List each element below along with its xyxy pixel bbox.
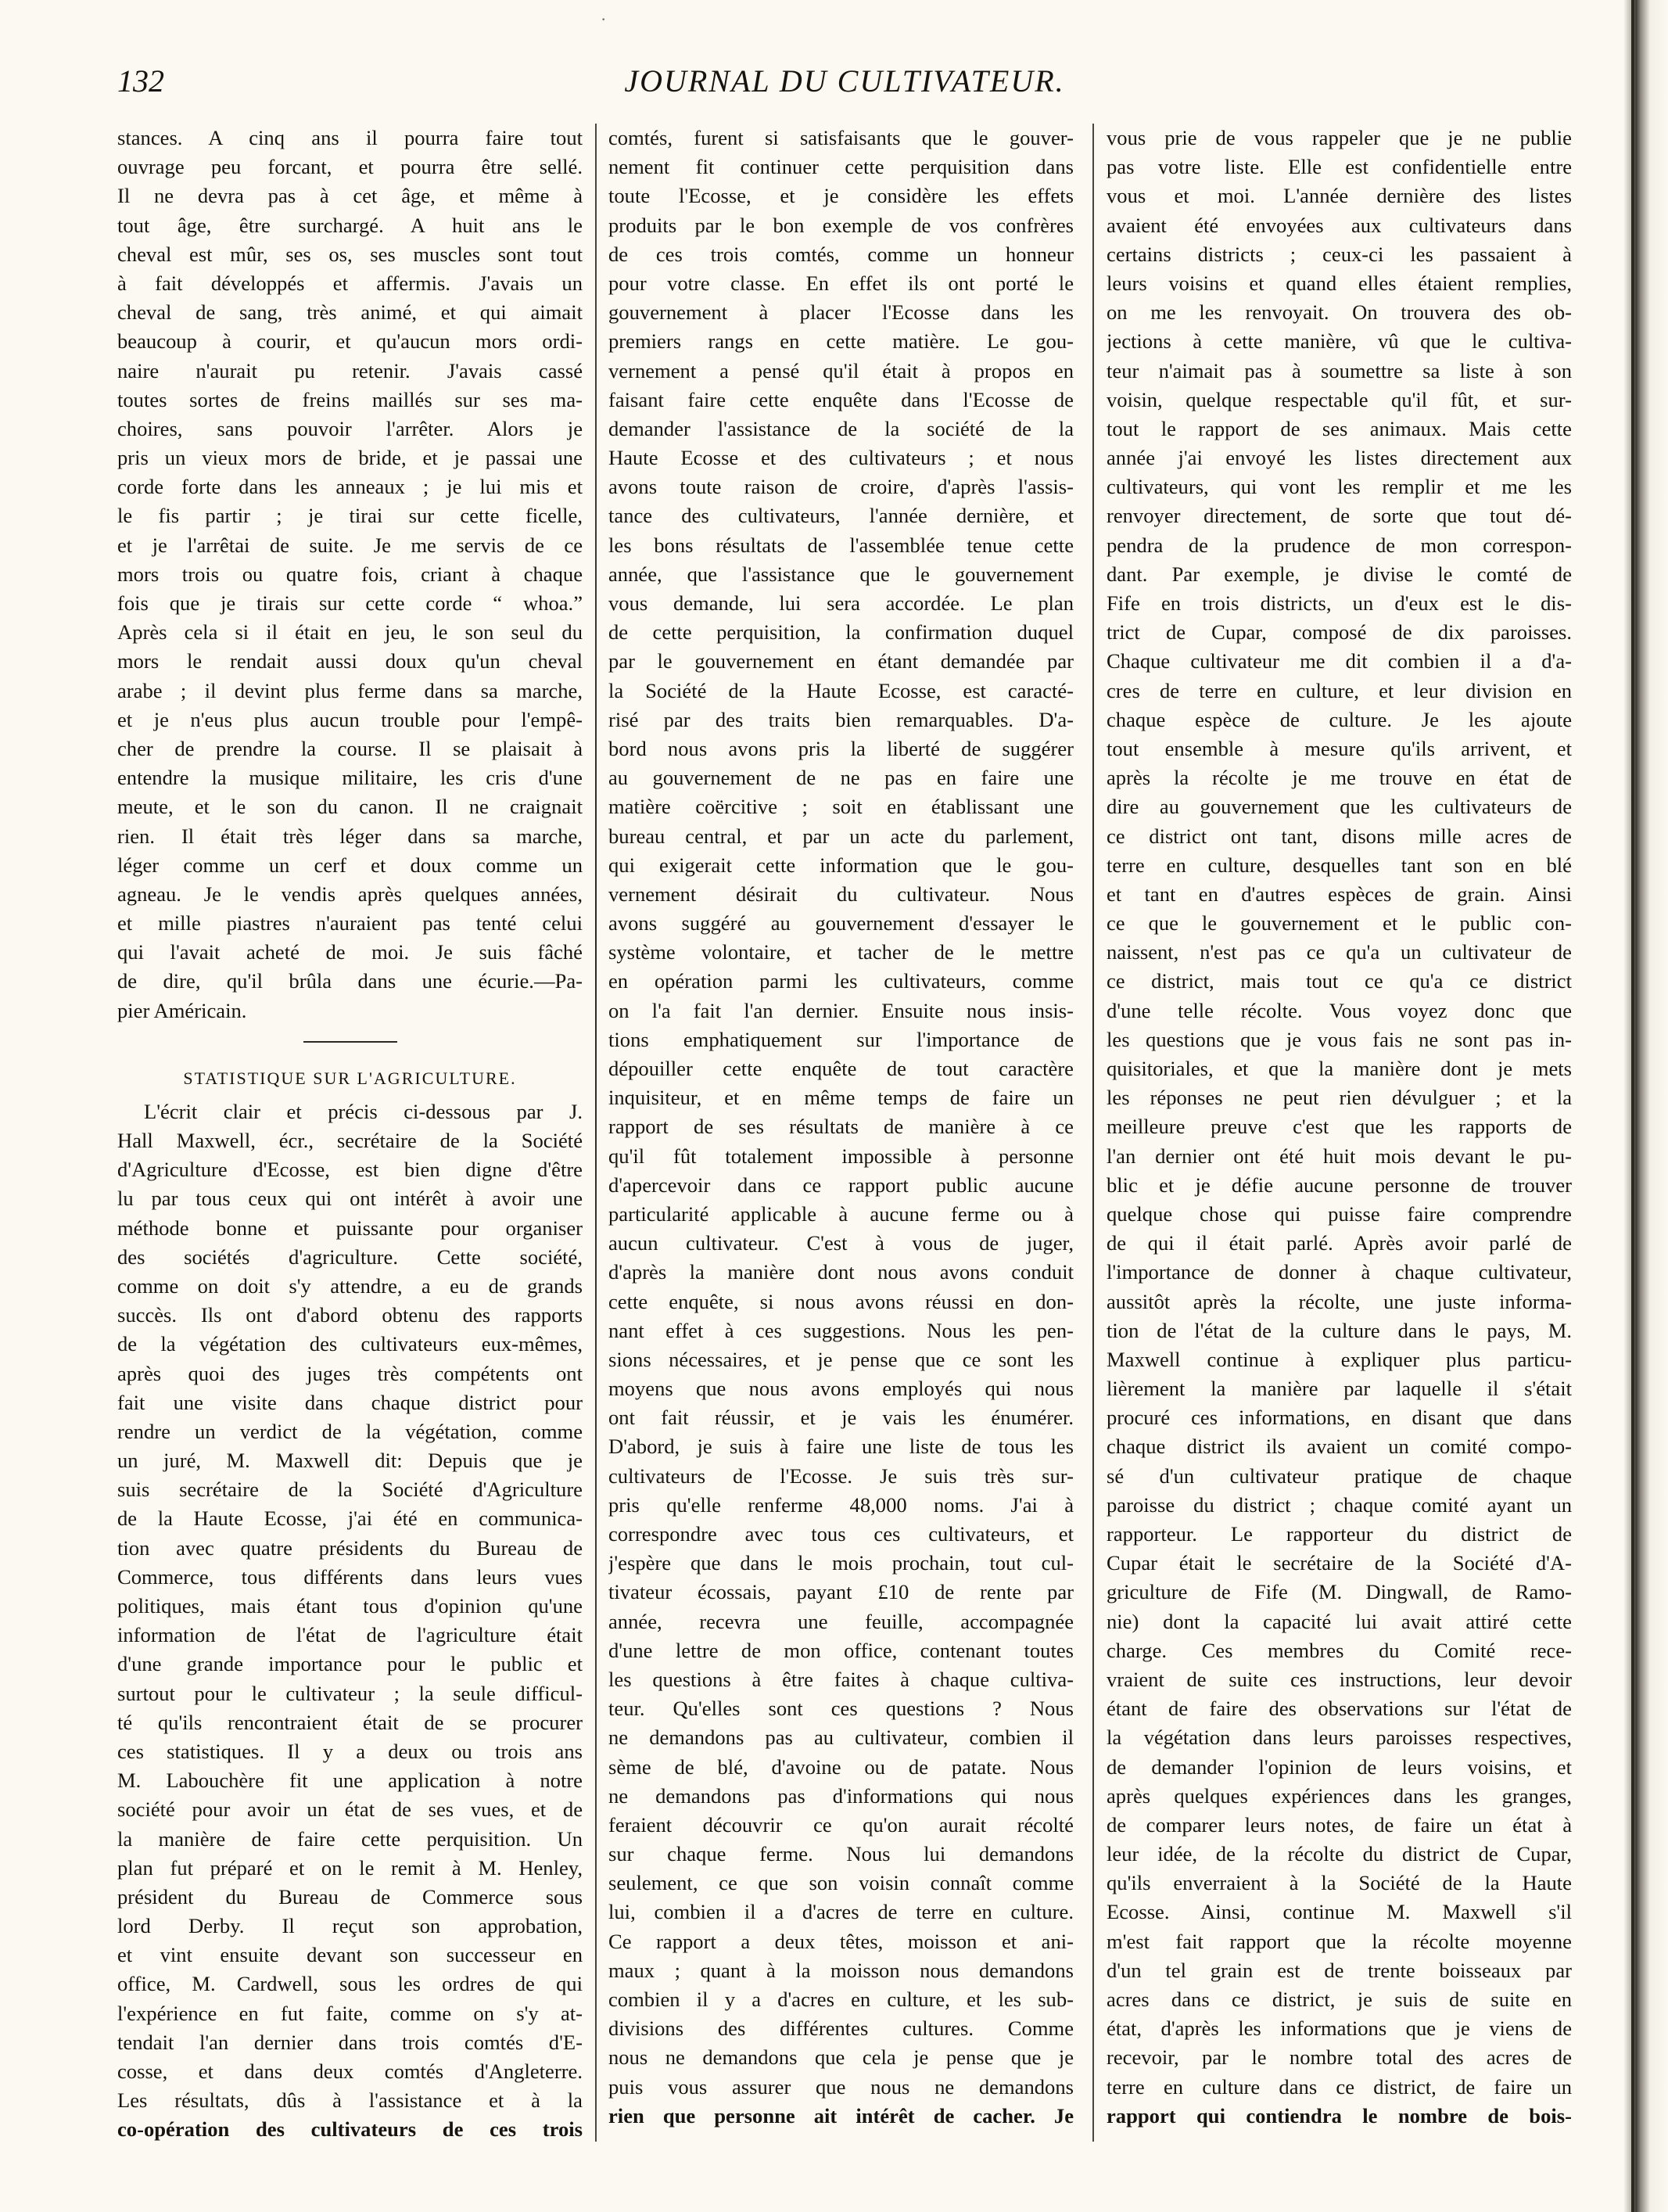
text-line: cher de prendre la course. Il se plaisait à [117,736,583,760]
text-line: cette enquête, si nous avons réussi en don- [608,1289,1074,1313]
text-line: ce district ont tant, disons mille acres de [1107,824,1572,848]
text-line: divisions des différentes cultures. Comme [608,2016,1074,2041]
text-line: les bons résultats de l'assemblée tenue cette [608,533,1074,557]
section-heading: STATISTIQUE SUR L'AGRICULTURE. [183,1068,517,1088]
text-line: tion avec quatre présidents du Bureau de [117,1535,583,1560]
text-line: pris un vieux mors de bride, et je passai une [117,446,583,470]
text-line: vous prie de vous rappeler que je ne publie [1107,126,1572,149]
text-line: étant de faire des observations sur l'état de [1107,1697,1572,1721]
text-line: griculture de Fife (M. Dingwall, de Ramo- [1107,1580,1572,1604]
text-line: moyens que nous avons employés qui nous [608,1377,1074,1401]
text-line: nant effet à ces suggestions. Nous les pen- [608,1318,1074,1342]
text-line: état, d'après les informations que je viens de [1107,2016,1572,2041]
text-line: méthode bonne et puissante pour organiser [117,1216,583,1240]
text-line: stances. A cinq ans il pourra faire tout [117,126,583,149]
text-line: chaque espèce de culture. Je les ajoute [1107,707,1572,731]
text-line: pas votre liste. Elle est confidentielle entre [1107,155,1572,179]
text-line: beaucoup à courir, et qu'aucun mors ordi- [117,329,583,354]
text-line: corde forte dans les anneaux ; je lui mis et [117,475,583,499]
text-line: dire au gouvernement que les cultivateurs de [1107,795,1572,819]
text-line: maux ; quant à la moisson nous demandons [608,1958,1074,1982]
text-line: vous et moi. L'année dernière des listes [1107,184,1572,208]
text-line: cres de terre en culture, et leur division en [1107,678,1572,702]
column-rule [595,124,597,2142]
text-line: cultivateurs de l'Ecosse. Je suis très sur- [608,1463,1074,1488]
text-line: la Société de la Haute Ecosse, est caracté- [608,678,1074,702]
text-line: tivateur écossais, payant £10 de rente par [608,1580,1074,1604]
scan-edge-line [1631,0,1634,2212]
text-line: lui, combien il a d'acres de terre en culture. [608,1900,1074,1924]
text-line: toutes sortes de freins maillés sur ses ma- [117,387,583,411]
text-line: en opération parmi les cultivateurs, comme [608,969,1074,993]
text-line: l'importance de donner à chaque cultivateur, [1107,1260,1572,1284]
text-line: vraient de suite ces instructions, leur devoir [1107,1667,1572,1691]
text-line: les questions que je vous fais ne sont pas in- [1107,1027,1572,1051]
text-line: blic et je défie aucune personne de trouver [1107,1172,1572,1197]
text-line: particularité applicable à aucune ferme ou à [608,1201,1074,1226]
text-line: avons toute raison de croire, d'après l'assis- [608,475,1074,499]
column-2 [608,124,1074,2142]
text-line: et vint ensuite devant son successeur en [117,1943,583,1967]
text-line: information de l'état de l'agriculture était [117,1623,583,1647]
text-line: Chaque cultivateur me dit combien il a d'a- [1107,649,1572,673]
text-line: pris qu'elle renferme 48,000 noms. J'ai à [608,1492,1074,1517]
text-line: Maxwell continue à expliquer plus particu- [1107,1347,1572,1371]
text-line: co-opération des cultivateurs de ces trois [117,2117,583,2142]
text-line: charge. Ces membres du Comité rece- [1107,1638,1572,1662]
text-line: les réponses ne peut rien dévulguer ; et la [1107,1086,1572,1110]
text-line: ne demandons pas d'informations qui nous [608,1783,1074,1808]
text-line: d'une telle récolte. Vous voyez donc que [1107,998,1572,1022]
text-line: de comparer leurs notes, de faire un état à [1107,1812,1572,1837]
text-line: pendra de la prudence de mon correspon- [1107,533,1572,557]
text-line: tance des cultivateurs, l'année dernière, et [608,504,1074,528]
text-line: naissent, n'est pas ce qu'a un cultivateur de [1107,940,1572,964]
text-line: certains districts ; ceux-ci les passaient à [1107,242,1572,266]
text-line: d'une lettre de mon office, contenant toutes [608,1638,1074,1662]
text-line: matière coërcitive ; soit en établissant une [608,795,1074,819]
text-line: toute l'Ecosse, et je considère les effets [608,184,1074,208]
text-line: comme on doit s'y attendre, a eu de grands [117,1273,583,1298]
text-line: et je l'arrêtai de suite. Je me servis de ce [117,533,583,557]
text-line: leurs voisins et quand elles étaient remplies, [1107,271,1572,295]
text-line: de demander l'opinion de leurs voisins, et [1107,1754,1572,1779]
text-line: quisitoriales, et que la manière dont je mets [1107,1057,1572,1080]
text-line: rien. Il était très léger dans sa marche, [117,824,583,848]
text-line: vous demande, lui sera accordée. Le plan [608,591,1074,615]
text-line: bureau central, et par un acte du parlement, [608,824,1074,848]
text-line: terre en culture dans ce district, de faire un [1107,2074,1572,2099]
text-line: qu'ils enverraient à la Société de la Haute [1107,1871,1572,1895]
text-line: voisin, quelque respectable qu'il fût, et sur- [1107,387,1572,411]
column-rule [1092,124,1094,2142]
text-line: Hall Maxwell, écr., secrétaire de la Société [117,1129,583,1152]
text-line: rien que personne ait intérêt de cacher. Je [608,2103,1074,2128]
text-line: inquisiteur, et en même temps de faire un [608,1086,1074,1110]
text-line: rapport qui contiendra le nombre de bois- [1107,2103,1572,2128]
text-line: quelque chose qui puisse faire comprendre [1107,1201,1572,1226]
text-line: ont fait réussir, et je vais les énumérer. [608,1406,1074,1430]
text-line: qui exigerait cette information que le gou- [608,853,1074,877]
text-line: procuré ces informations, en disant que dans [1107,1406,1572,1430]
scan-speck: · [601,9,607,29]
text-line: avaient été envoyées aux cultivateurs dans [1107,213,1572,237]
text-line: ne demandons pas au cultivateur, combien il [608,1725,1074,1750]
text-line: société pour avoir un état de ses vues, et de [117,1797,583,1822]
text-line: rapport de ses résultats de manière à ce [608,1115,1074,1139]
text-line: de la végétation des cultivateurs eux-mêmes, [117,1332,583,1356]
text-line: arabe ; il devint plus ferme dans sa marche, [117,678,583,702]
text-line: jections à cette manière, vû que le cultiva- [1107,329,1572,354]
text-line: renvoyer directement, de sorte que tout dé- [1107,504,1572,528]
text-line: Les résultats, dûs à l'assistance et à la [117,2088,583,2113]
text-line: on l'a fait l'an dernier. Ensuite nous insis- [608,998,1074,1022]
text-line: recevoir, par le nombre total des acres de [1107,2045,1572,2070]
text-line: on me les renvoyait. On trouvera des ob- [1107,300,1572,325]
text-line: Ecosse. Ainsi, continue M. Maxwell s'il [1107,1900,1572,1924]
text-line: qu'il fût totalement impossible à personne [608,1144,1074,1168]
text-columns [117,124,1572,2142]
text-line: et tant en d'autres espèces de grain. Ainsi [1107,882,1572,906]
text-line: année j'ai envoyé les listes directement aux [1107,446,1572,470]
text-line: tout le rapport de ses animaux. Mais cette [1107,416,1572,440]
text-line: Commerce, tous différents dans leurs vues [117,1564,583,1589]
text-line: paroisse du district ; chaque comité ayant un [1107,1492,1572,1517]
text-line: de cette perquisition, la confirmation duquel [608,620,1074,645]
text-line: seulement, ce que son voisin connaît comme [608,1871,1074,1895]
text-line: té qu'ils rencontraient était de se procurer [117,1710,583,1734]
text-line: succès. Ils ont d'abord obtenu des rapports [117,1303,583,1327]
text-line: cosse, et dans deux comtés d'Angleterre. [117,2059,583,2083]
text-line: Il ne devra pas à cet âge, et même à [117,184,583,208]
text-line: sé d'un cultivateur pratique de chaque [1107,1463,1572,1488]
text-line: suis secrétaire de la Société d'Agriculture [117,1478,583,1502]
text-line: choires, sans pouvoir l'arrêter. Alors je [117,416,583,440]
text-line: surtout pour le cultivateur ; la seule difficul- [117,1681,583,1705]
text-line: demander l'assistance de la société de la [608,416,1074,440]
text-line: fois que je tirais sur cette corde “ whoa.” [117,591,583,615]
text-line: Ce rapport a deux têtes, moisson et ani- [608,1929,1074,1953]
text-line: bord nous avons pris la liberté de suggérer [608,736,1074,760]
text-line: L'écrit clair et précis ci-dessous par J. [144,1099,583,1123]
page-header [117,63,1572,110]
text-line: les questions à être faites à chaque cultiva- [608,1667,1074,1691]
text-line: acres dans ce district, je suis de suite en [1107,1988,1572,2011]
text-line: office, M. Cardwell, sous les ordres de qui [117,1972,583,1996]
text-line: Cupar était le secrétaire de la Société d'A- [1107,1551,1572,1575]
text-line: plan fut préparé et on le remit à M. Henley, [117,1855,583,1880]
text-line: à fait développés et affermis. J'avais un [117,271,583,295]
text-line: meute, et le son du canon. Il ne craignait [117,795,583,819]
text-line: dant. Par exemple, je divise le comté de [1107,562,1572,586]
text-line: ce que le gouvernement et le public con- [1107,911,1572,935]
text-line: avons suggéré au gouvernement d'essayer le [608,911,1074,935]
text-line: nous ne demandons que cela je pense que je [608,2045,1074,2070]
text-line: cheval est mûr, ses os, ses muscles sont tout [117,242,583,266]
text-line: système volontaire, et tacher de le mettre [608,940,1074,964]
text-line: et mille piastres n'auraient pas tenté celui [117,911,583,935]
running-title: JOURNAL DU CULTIVATEUR. [624,63,1065,99]
text-line: le fis partir ; je tirai sur cette ficelle, [117,504,583,528]
text-line: naire n'aurait pu retenir. J'avais cassé [117,358,583,382]
text-line: teur n'aimait pas à soumettre sa liste à son [1107,358,1572,382]
text-line: l'expérience en fut faite, comme on s'y at- [117,2001,583,2025]
text-line: au gouvernement de ne pas en faire une [608,766,1074,790]
text-line: D'abord, je suis à faire une liste de tous les [608,1435,1074,1459]
text-line: après la récolte je me trouve en état de [1107,766,1572,790]
text-line: leur idée, de la récolte du district de Cupar, [1107,1842,1572,1866]
text-line: par le gouvernement en étant demandée par [608,649,1074,673]
text-line: président du Bureau de Commerce sous [117,1884,583,1909]
text-line: tout ensemble à mesure qu'ils arrivent, et [1107,736,1572,760]
text-line: Haute Ecosse et des cultivateurs ; et nous [608,446,1074,470]
text-line: d'un tel grain est de trente boisseaux par [1107,1958,1572,1982]
text-line: nie) dont la capacité lui avait attiré cette [1107,1609,1572,1633]
text-line: et je n'eus plus aucun trouble pour l'empê- [117,707,583,731]
text-line: sème de blé, d'avoine ou de patate. Nous [608,1754,1074,1779]
text-line: aucun cultivateur. C'est à vous de juger, [608,1231,1074,1255]
text-line: chaque district ils avaient un comité compo- [1107,1435,1572,1459]
text-line: tion de l'état de la culture dans le pays, M. [1107,1318,1572,1342]
text-line: fait une visite dans chaque district pour [117,1390,583,1414]
text-line: après quelques expériences dans les granges, [1107,1783,1572,1808]
text-line: d'apercevoir dans ce rapport public aucune [608,1172,1074,1197]
section-separator [303,1041,397,1043]
text-line: sur chaque ferme. Nous lui demandons [608,1842,1074,1866]
text-line: m'est fait rapport que la récolte moyenne [1107,1929,1572,1953]
text-line: j'espère que dans le mois prochain, tout cul- [608,1551,1074,1575]
text-line: tions emphatiquement sur l'importance de [608,1027,1074,1051]
column-1 [117,124,583,2142]
text-line: produits par le bon exemple de vos confrères [608,213,1074,237]
text-line: léger comme un cerf et doux comme un [117,853,583,877]
text-line: année, que l'assistance que le gouvernement [608,562,1074,586]
text-line: lord Derby. Il reçut son approbation, [117,1914,583,1938]
text-line: d'après la manière dont nous avons conduit [608,1260,1074,1284]
text-line: faisant faire cette enquête dans l'Ecosse de [608,387,1074,411]
text-line: nement fit continuer cette perquisition dans [608,155,1074,179]
text-line: puis vous assurer que nous ne demandons [608,2074,1074,2099]
text-line: tout âge, être surchargé. A huit ans le [117,213,583,237]
text-line: tendait l'an dernier dans trois comtés d'E- [117,2030,583,2054]
text-line: aussitôt après la récolte, une juste informa- [1107,1289,1572,1313]
text-line: ouvrage peu forcant, et pourra être sellé. [117,155,583,179]
text-line: la manière de faire cette perquisition. Un [117,1826,583,1851]
text-line: vernement a pensé qu'il était à propos en [608,358,1074,382]
text-line: agneau. Je le vendis après quelques années, [117,882,583,906]
text-line: de la Haute Ecosse, j'ai été en communica- [117,1506,583,1531]
text-line: pier Américain. [117,998,247,1022]
text-line: rapporteur. Le rapporteur du district de [1107,1522,1572,1546]
text-line: combien il y a d'acres en culture, et les sub- [608,1988,1074,2011]
text-line: trict de Cupar, composé de dix paroisses. [1107,620,1572,645]
text-line: dépouiller cette enquête de tout caractère [608,1057,1074,1080]
text-line: la végétation dans leurs paroisses respectives, [1107,1725,1572,1750]
text-line: M. Labouchère fit une application à notre [117,1769,583,1793]
text-line: ce district, mais tout ce qu'a ce district [1107,969,1572,993]
text-line: rendre un verdict de la végétation, comme [117,1419,583,1443]
text-line: risé par des traits bien remarquables. D'a- [608,707,1074,731]
text-line: entendre la musique militaire, les cris d'une [117,766,583,790]
text-line: correspondre avec tous ces cultivateurs, et [608,1522,1074,1546]
text-line: d'une grande importance pour le public et [117,1652,583,1676]
text-line: qui l'avait acheté de moi. Je suis fâché [117,940,583,964]
text-line: feraient découvrir ce qu'on aurait récolté [608,1812,1074,1837]
text-line: Après cela si il était en jeu, le son seul du [117,620,583,645]
text-line: ces statistiques. Il y a deux ou trois ans [117,1739,583,1763]
text-line: cheval de sang, très animé, et qui aimait [117,300,583,325]
text-line: des sociétés d'agriculture. Cette société, [117,1244,583,1269]
text-line: mors le rendait aussi doux qu'un cheval [117,649,583,673]
text-line: d'Agriculture d'Ecosse, est bien digne d'être [117,1158,583,1182]
text-line: cultivateurs, qui vont les remplir et me les [1107,475,1572,499]
text-line: après quoi des juges très compétents ont [117,1361,583,1385]
text-line: de ces trois comtés, comme un honneur [608,242,1074,266]
text-line: comtés, furent si satisfaisants que le gouver- [608,126,1074,149]
text-line: année, recevra une feuille, accompagnée [608,1609,1074,1633]
text-line: de qui il était parlé. Après avoir parlé de [1107,1231,1572,1255]
text-line: lièrement la manière par laquelle il s'était [1107,1377,1572,1401]
scan-edge [1623,0,1668,2212]
text-line: meilleure preuve c'est que les rapports de [1107,1115,1572,1139]
column-3 [1107,124,1572,2142]
text-line: pour votre classe. En effet ils ont porté le [608,271,1074,295]
text-line: de dire, qu'il brûla dans une écurie.—Pa- [117,969,583,993]
text-line: mors trois ou quatre fois, criant à chaque [117,562,583,586]
text-line: terre en culture, desquelles tant son en blé [1107,853,1572,877]
page-number: 132 [117,63,164,99]
text-line: Fife en trois districts, un d'eux est le dis- [1107,591,1572,615]
text-line: politiques, mais étant tous d'opinion qu'une [117,1594,583,1618]
text-line: premiers rangs en cette matière. Le gou- [608,329,1074,354]
text-line: gouvernement à placer l'Ecosse dans les [608,300,1074,325]
text-line: un juré, M. Maxwell dit: Depuis que je [117,1449,583,1473]
text-line: l'an dernier ont été huit mois devant le pu- [1107,1144,1572,1168]
text-line: teur. Qu'elles sont ces questions ? Nous [608,1697,1074,1721]
text-line: vernement désirait du cultivateur. Nous [608,882,1074,906]
text-line: lu par tous ceux qui ont intérêt à avoir une [117,1187,583,1211]
text-line: sions nécessaires, et je pense que ce sont les [608,1347,1074,1371]
